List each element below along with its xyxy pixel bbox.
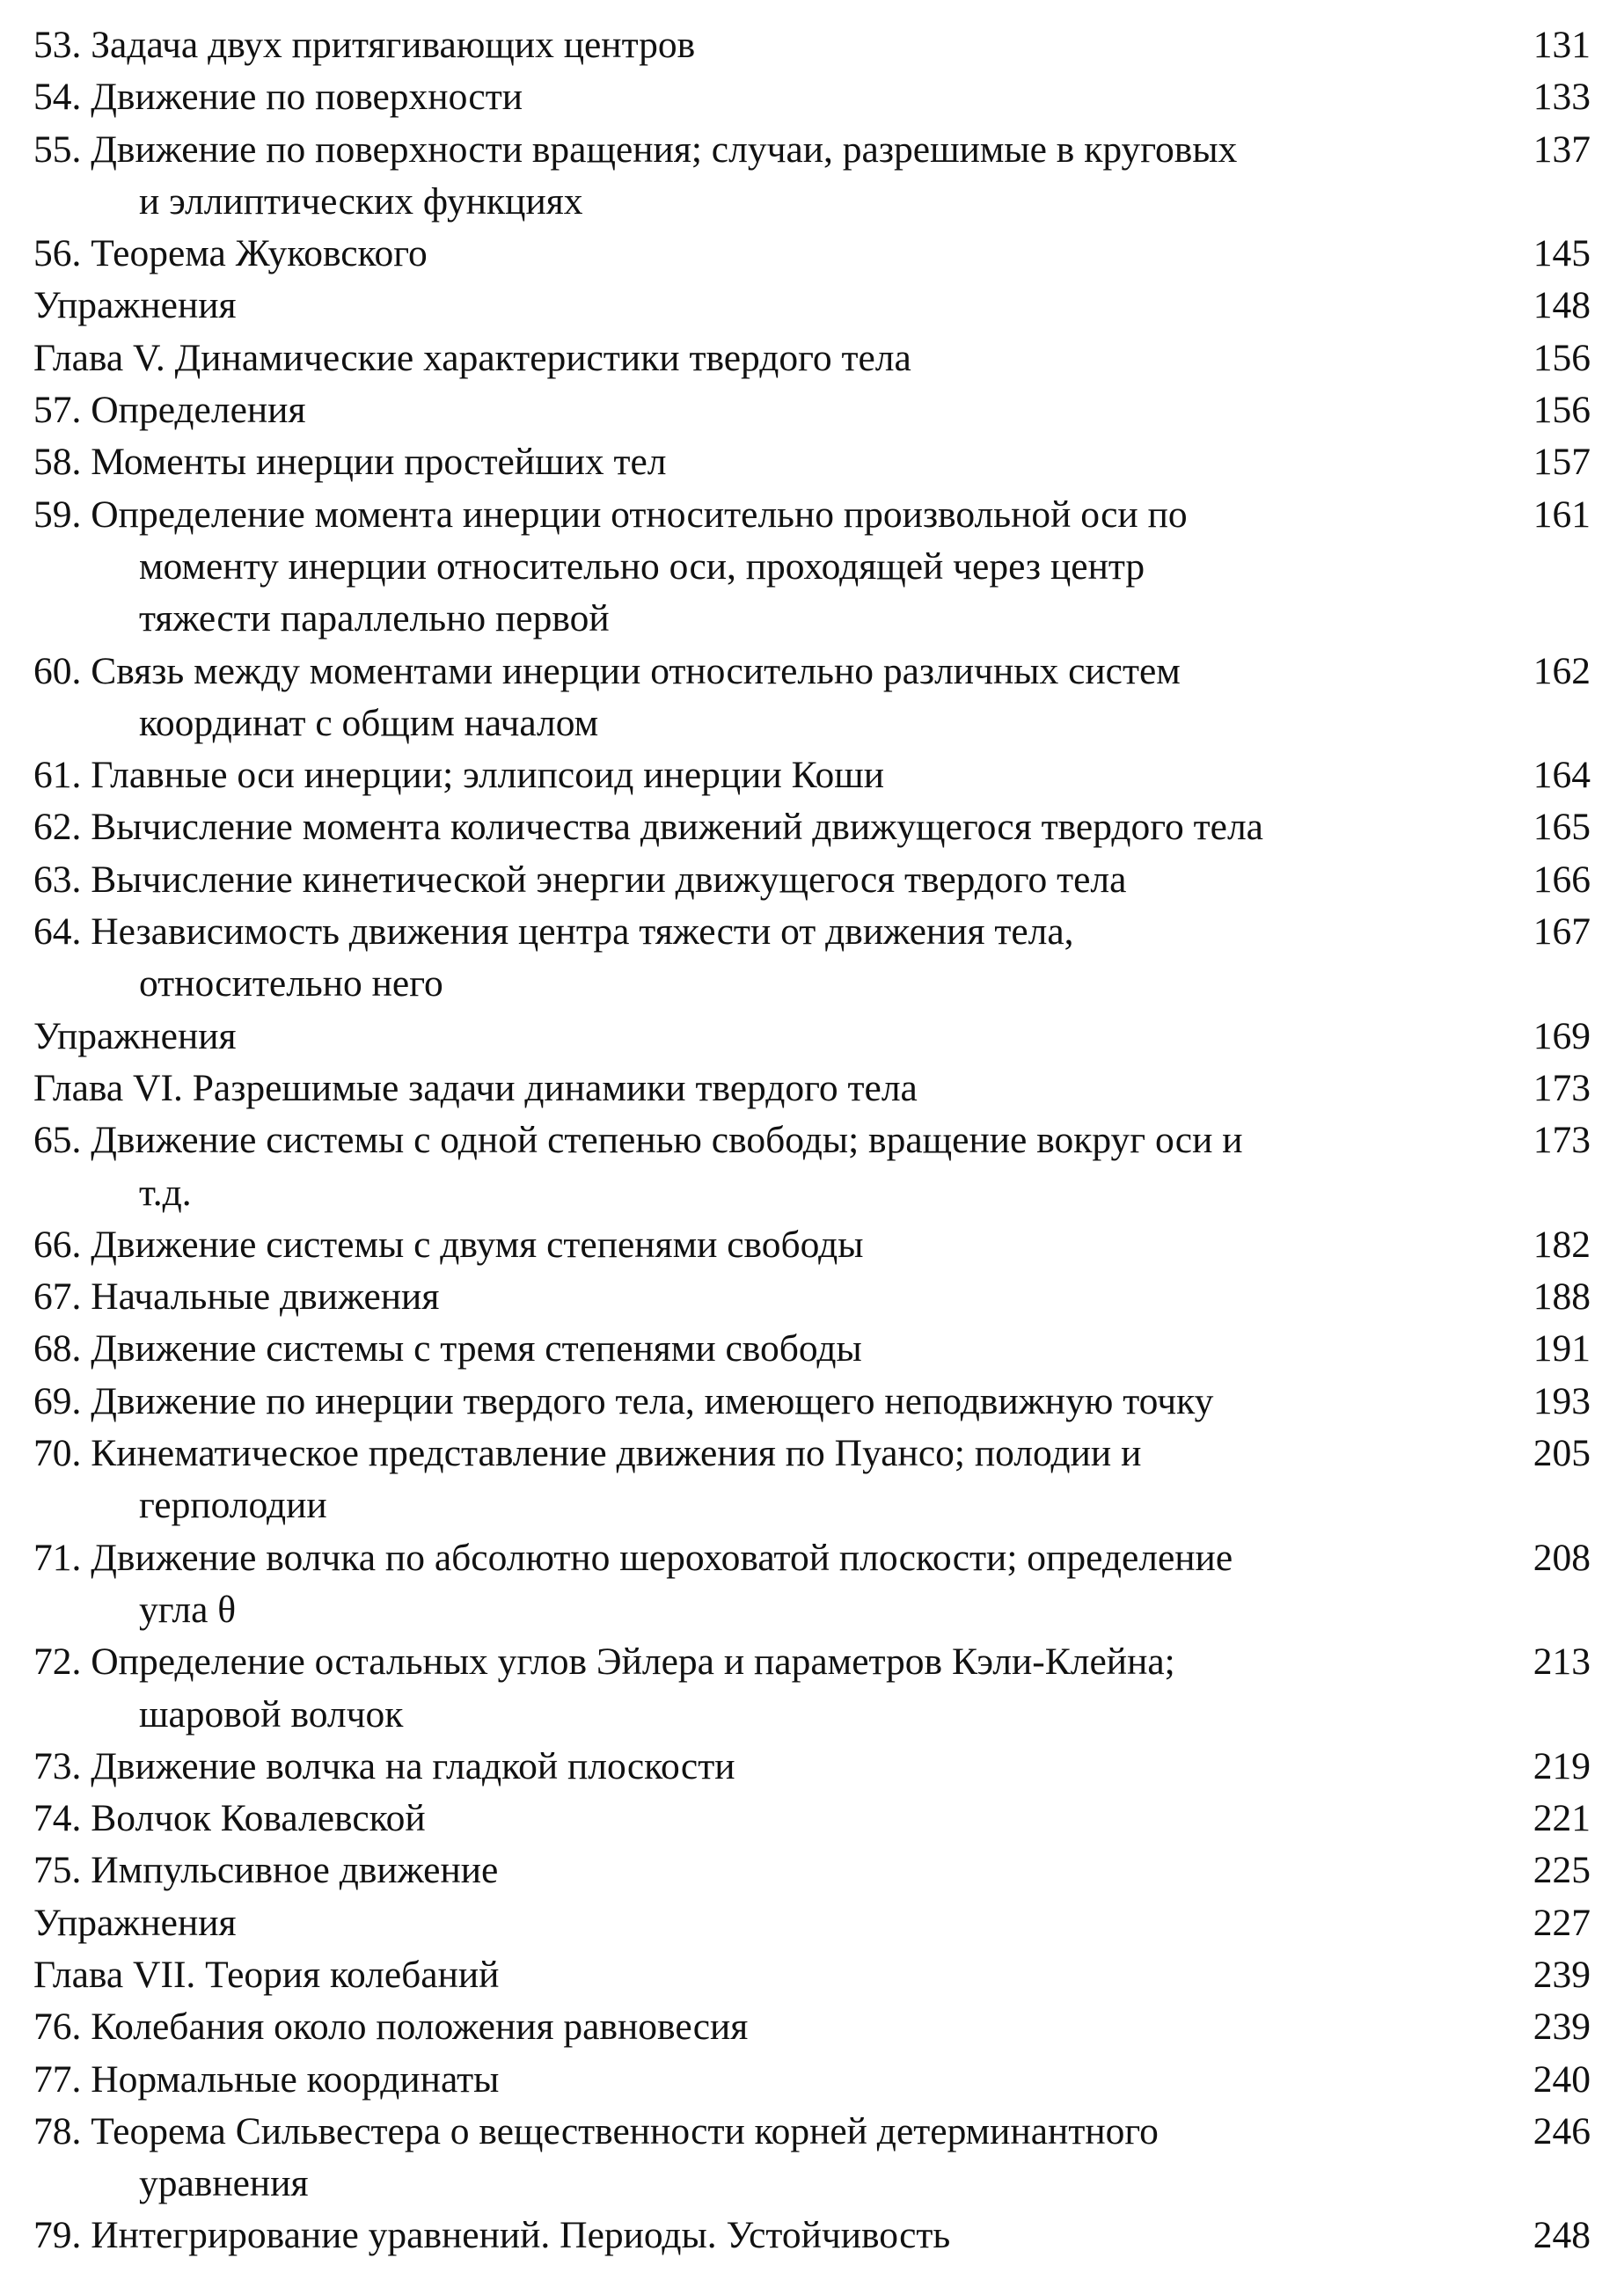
toc-title-line: Упражнения — [33, 1901, 237, 1944]
toc-entry — [33, 384, 1591, 436]
toc-page-number: 137 — [1533, 128, 1591, 171]
toc-title-line: 77. Нормальные координаты — [33, 2057, 500, 2101]
toc-entry — [33, 1897, 1591, 1949]
toc-entry-title — [33, 1219, 1450, 1271]
toc-entry — [33, 1219, 1591, 1271]
toc-title-line: 70. Кинематическое представление движения по Пуансо; полодии и — [33, 1432, 1142, 1475]
toc-entry-title — [33, 2106, 1450, 2211]
toc-entry — [33, 1114, 1591, 1219]
toc-entry — [33, 489, 1591, 646]
toc-entry — [33, 1636, 1591, 1741]
toc-title-line: 65. Движение системы с одной степенью свободы; вращение вокруг оси и — [33, 1119, 1243, 1162]
toc-entry-title — [33, 749, 1450, 801]
toc-page-number: 227 — [1533, 1901, 1591, 1944]
toc-entry — [33, 1845, 1591, 1896]
toc-title-line: Глава VII. Теория колебаний — [33, 1953, 500, 1996]
toc-entry — [33, 228, 1591, 280]
toc-page-number: 133 — [1533, 76, 1591, 119]
toc-title-continuation: т.д. — [139, 1171, 192, 1214]
toc-entry-title — [33, 854, 1450, 906]
table-of-contents — [33, 19, 1591, 2262]
toc-entry-title — [33, 1376, 1450, 1428]
toc-title-line: 69. Движение по инерции твердого тела, имеющего неподвижную точку — [33, 1379, 1214, 1422]
toc-entry — [33, 2054, 1591, 2106]
toc-page-number: 240 — [1533, 2057, 1591, 2101]
toc-page-number: 161 — [1533, 493, 1591, 536]
toc-entry-title — [33, 280, 1450, 332]
toc-page-number: 239 — [1533, 2006, 1591, 2049]
toc-entry-title — [33, 1741, 1450, 1793]
toc-title-line: 66. Движение системы с двумя степенями свободы — [33, 1223, 864, 1266]
toc-entry-title — [33, 384, 1450, 436]
toc-entry-title — [33, 1949, 1450, 2001]
toc-title-continuation: уравнения — [139, 2162, 309, 2205]
toc-entry — [33, 2106, 1591, 2211]
toc-page-number: 188 — [1533, 1275, 1591, 1319]
toc-title-line: 63. Вычисление кинетической энергии движущегося твердого тела — [33, 858, 1127, 901]
toc-entry-title — [33, 801, 1450, 853]
toc-title-line: 67. Начальные движения — [33, 1275, 440, 1319]
toc-entry — [33, 280, 1591, 332]
toc-entry — [33, 1741, 1591, 1793]
toc-title-line: Упражнения — [33, 1014, 237, 1057]
toc-title-continuation: и эллиптических функциях — [139, 179, 583, 223]
toc-entry-title — [33, 19, 1450, 71]
toc-title-line: 71. Движение волчка по абсолютно шероховатой плоскости; определение — [33, 1536, 1233, 1579]
toc-entry — [33, 854, 1591, 906]
toc-page-number: 246 — [1533, 2109, 1591, 2152]
toc-title-continuation: координат с общим началом — [139, 701, 599, 744]
toc-entry-title — [33, 332, 1450, 384]
toc-entry — [33, 19, 1591, 71]
toc-entry — [33, 71, 1591, 123]
toc-entry — [33, 1271, 1591, 1323]
toc-title-line: 54. Движение по поверхности — [33, 76, 523, 119]
toc-entry-title — [33, 489, 1450, 646]
toc-page-number: 191 — [1533, 1327, 1591, 1370]
toc-page-number: 164 — [1533, 754, 1591, 797]
toc-title-line: 59. Определение момента инерции относительно произвольной оси по — [33, 493, 1188, 536]
toc-title-continuation: тяжести параллельно первой — [139, 597, 610, 640]
toc-entry — [33, 1376, 1591, 1428]
toc-page-number: 205 — [1533, 1432, 1591, 1475]
toc-page-number: 165 — [1533, 806, 1591, 849]
toc-entry — [33, 332, 1591, 384]
toc-title-line: 58. Моменты инерции простейших тел — [33, 441, 667, 484]
toc-entry-title — [33, 2001, 1450, 2053]
toc-page-number: 182 — [1533, 1223, 1591, 1266]
toc-entry — [33, 2001, 1591, 2053]
toc-entry — [33, 749, 1591, 801]
toc-entry-title — [33, 1845, 1450, 1896]
toc-page-number: 248 — [1533, 2214, 1591, 2257]
toc-entry — [33, 801, 1591, 853]
toc-title-line: 68. Движение системы с тремя степенями свободы — [33, 1327, 862, 1370]
toc-entry-title — [33, 71, 1450, 123]
toc-entry-title — [33, 1323, 1450, 1375]
toc-entry — [33, 646, 1591, 750]
toc-page-number: 219 — [1533, 1744, 1591, 1787]
toc-page-number: 157 — [1533, 441, 1591, 484]
toc-page-number: 156 — [1533, 389, 1591, 432]
toc-entry-title — [33, 1114, 1450, 1219]
toc-page-number: 193 — [1533, 1379, 1591, 1422]
toc-entry-title — [33, 1636, 1450, 1741]
toc-title-line: Глава VI. Разрешимые задачи динамики твердого тела — [33, 1066, 918, 1109]
toc-entry — [33, 1063, 1591, 1114]
toc-entry-title — [33, 646, 1450, 750]
toc-title-line: Упражнения — [33, 284, 237, 327]
toc-page-number: 167 — [1533, 910, 1591, 954]
toc-title-line: 60. Связь между моментами инерции относительно различных систем — [33, 649, 1181, 692]
toc-title-line: 57. Определения — [33, 389, 306, 432]
toc-title-line: 73. Движение волчка на гладкой плоскости — [33, 1744, 735, 1787]
toc-entry — [33, 124, 1591, 229]
toc-page-number: 173 — [1533, 1066, 1591, 1109]
toc-title-line: 79. Интегрирование уравнений. Периоды. Устойчивость — [33, 2214, 951, 2257]
toc-title-line: 55. Движение по поверхности вращения; случаи, разрешимые в круговых — [33, 128, 1238, 171]
toc-entry-title — [33, 1428, 1450, 1532]
toc-entry-title — [33, 1011, 1450, 1063]
toc-entry — [33, 2210, 1591, 2262]
toc-entry-title — [33, 2054, 1450, 2106]
toc-title-line: 72. Определение остальных углов Эйлера и параметров Кэли-Клейна; — [33, 1641, 1175, 1684]
toc-entry — [33, 1793, 1591, 1845]
toc-entry-title — [33, 906, 1450, 1011]
toc-page-number: 169 — [1533, 1014, 1591, 1057]
toc-entry — [33, 1949, 1591, 2001]
toc-page-number: 166 — [1533, 858, 1591, 901]
toc-entry — [33, 906, 1591, 1011]
toc-entry-title — [33, 1793, 1450, 1845]
toc-title-line: 76. Колебания около положения равновесия — [33, 2006, 749, 2049]
toc-entry — [33, 1532, 1591, 1637]
toc-title-continuation: угла θ — [139, 1588, 237, 1631]
toc-entry-title — [33, 228, 1450, 280]
toc-title-line: 78. Теорема Сильвестера о вещественности корней детерминантного — [33, 2109, 1159, 2152]
toc-entry-title — [33, 1271, 1450, 1323]
toc-page-number: 148 — [1533, 284, 1591, 327]
toc-entry — [33, 1323, 1591, 1375]
toc-title-line: 74. Волчок Ковалевской — [33, 1797, 426, 1840]
toc-entry-title — [33, 124, 1450, 229]
toc-title-line: Глава V. Динамические характеристики твердого тела — [33, 336, 911, 379]
toc-entry — [33, 1428, 1591, 1532]
toc-page-number: 131 — [1533, 24, 1591, 66]
toc-title-continuation: герполодии — [139, 1484, 327, 1527]
toc-title-line: 61. Главные оси инерции; эллипсоид инерции Коши — [33, 754, 884, 797]
toc-title-continuation: шаровой волчок — [139, 1692, 404, 1736]
toc-page-number: 208 — [1533, 1536, 1591, 1579]
toc-page-number: 213 — [1533, 1641, 1591, 1684]
toc-title-line: 56. Теорема Жуковского — [33, 232, 428, 275]
toc-title-continuation: относительно него — [139, 962, 443, 1005]
toc-entry-title — [33, 2210, 1450, 2262]
toc-entry-title — [33, 1532, 1450, 1637]
toc-page-number: 162 — [1533, 649, 1591, 692]
toc-entry-title — [33, 1897, 1450, 1949]
toc-entry — [33, 1011, 1591, 1063]
toc-title-line: 64. Независимость движения центра тяжести от движения тела, — [33, 910, 1074, 954]
toc-page-number: 173 — [1533, 1119, 1591, 1162]
toc-entry — [33, 436, 1591, 488]
toc-page-number: 239 — [1533, 1953, 1591, 1996]
toc-entry-title — [33, 1063, 1450, 1114]
toc-page-number: 145 — [1533, 232, 1591, 275]
toc-title-line: 53. Задача двух притягивающих центров — [33, 24, 696, 66]
toc-page-number: 156 — [1533, 336, 1591, 379]
toc-title-line: 62. Вычисление момента количества движений движущегося твердого тела — [33, 806, 1263, 849]
toc-page-number: 221 — [1533, 1797, 1591, 1840]
toc-title-continuation: моменту инерции относительно оси, проходящей через центр — [139, 544, 1145, 588]
toc-title-line: 75. Импульсивное движение — [33, 1849, 499, 1892]
toc-entry-title — [33, 436, 1450, 488]
toc-page-number: 225 — [1533, 1849, 1591, 1892]
